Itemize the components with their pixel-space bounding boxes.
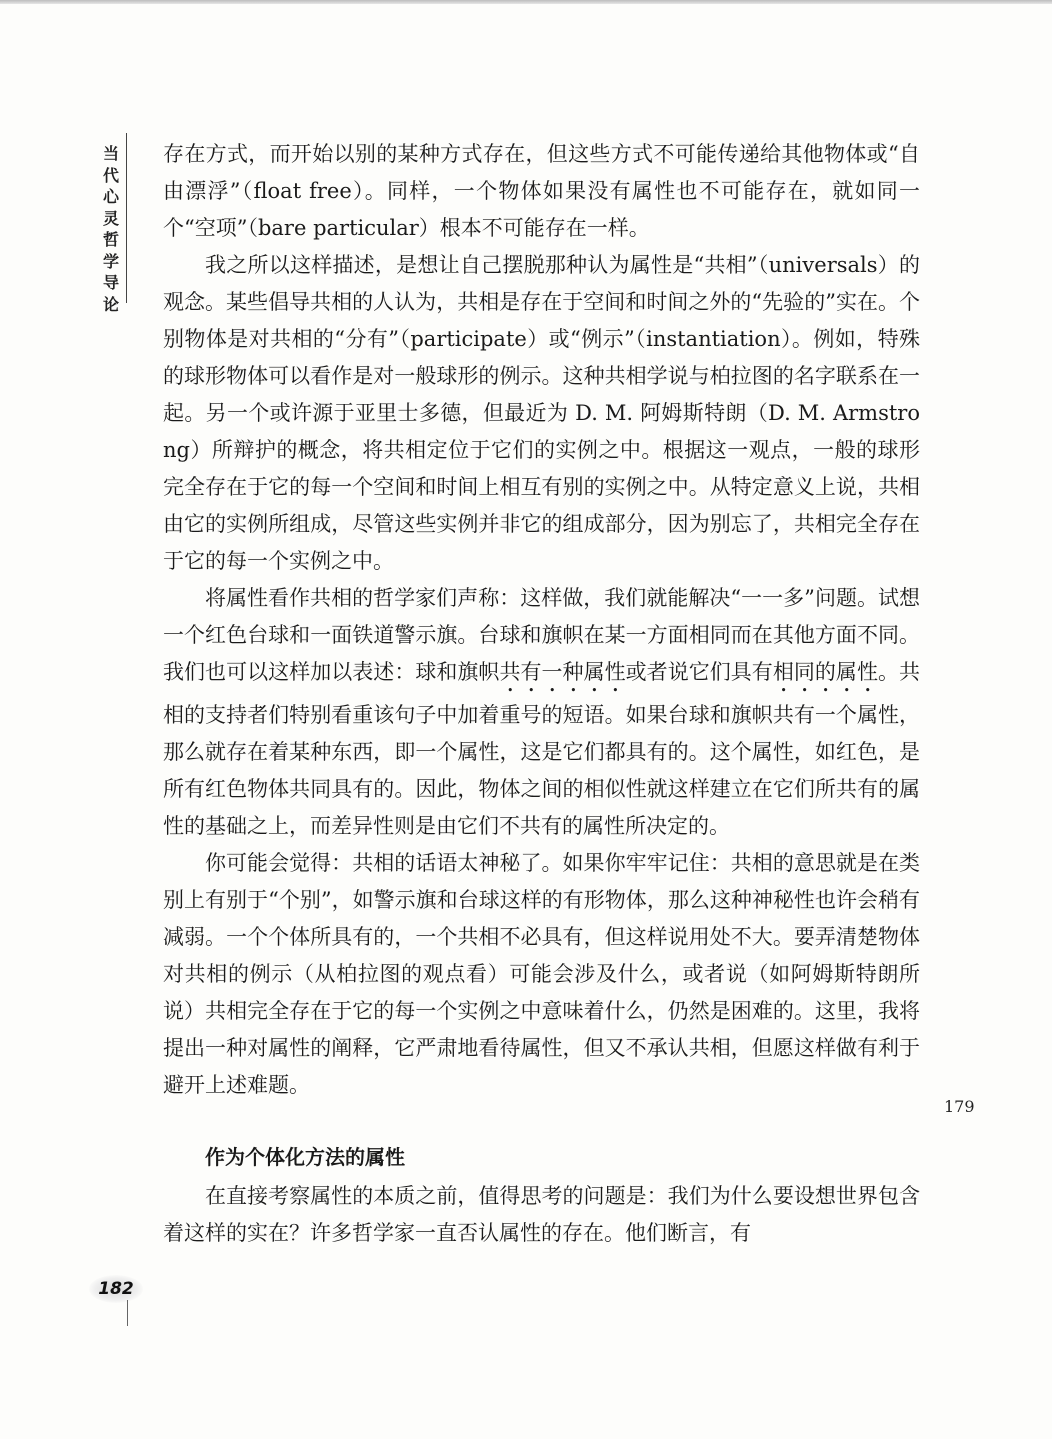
paragraph-2: 我之所以这样描述，是想让自己摆脱那种认为属性是“共相”（universals）的观念。某些倡导共相的人认为，共相是存在于空间和时间之外的“先验的”实在。个别物体是对共相的“分有”（participate）或“例示”（instantiation）。例如，特殊的球形物体可以看作是对一般球形的例示。这种共相学说与柏拉图的名字联系在一起。另一个或许源于亚里士多德，但最近为 D. M. 阿姆斯特朗（D. M. Armstrong）所辩护的概念，将共相定位于它们的实例之中。根据这一观点，一般的球形完全存在于它的每一个空间和时间上相互有别的实例之中。从特定意义上说，共相由它的实例所组成，尽管这些实例并非它的组成部分，因为别忘了，共相完全存在于它的每一个实例之中。 — [163, 253, 920, 573]
emphasized-phrase-1: 共有一种属性 — [499, 660, 626, 684]
section-heading: 作为个体化方法的属性 — [205, 1145, 405, 1169]
top-border — [0, 0, 1052, 4]
paragraph-1: 存在方式，而开始以别的某种方式存在，但这些方式不可能传递给其他物体或“自由漂浮”（float free）。同样，一个物体如果没有属性也不可能存在，就如同一个“空项”（bare particular）根本不可能存在一样。 — [163, 142, 920, 240]
paragraph-4: 你可能会觉得：共相的话语太神秘了。如果你牢牢记住：共相的意思就是在类别上有别于“个别”，如警示旗和台球这样的有形物体，那么这种神秘性也许会稍有减弱。一个个体所具有的，一个共相不必具有，但这样说用处不大。要弄清楚物体对共相的例示（从柏拉图的观点看）可能会涉及什么，或者说（如阿姆斯特朗所说）共相完全存在于它的每一个实例之中意味着什么，仍然是困难的。这里，我将提出一种对属性的阐释，它严肃地看待属性，但又不承认共相，但愿这样做有利于避开上述难题。 — [163, 851, 920, 1097]
main-text — [163, 136, 920, 1252]
page-number-rule — [127, 1300, 128, 1326]
paragraph-5: 在直接考察属性的本质之前，值得思考的问题是：我们为什么要设想世界包含着这样的实在？许多哲学家一直否认属性的存在。他们断言，有 — [163, 1184, 920, 1245]
running-head: 当代心灵哲学导论 — [102, 144, 119, 314]
margin-page-reference: 179 — [944, 1097, 975, 1116]
paragraph-3-text-c: 。共相的支持者们特别看重该句子中加着重号的短语。如果台球和旗帜共有一个属性，那么就存在着某种东西，即一个属性，这是它们都具有的。这个属性，如红色，是所有红色物体共同具有的。因此，物体之间的相似性就这样建立在它们所共有的属性的基础之上，而差异性则是由它们不共有的属性所决定的。 — [163, 660, 921, 838]
page-number: 182 — [89, 1275, 143, 1303]
emphasized-phrase-2: 相同的属性 — [772, 660, 878, 684]
paragraph-3-text-a: 将属性看作共相的哲学家们声称：这样做，我们就能解决“一一多”问题。试想一个红色台球和一面铁道警示旗。台球和旗帜在某一方面相同而在其他方面不同。我们也可以这样加以表述：球和旗帜 — [163, 586, 920, 684]
paragraph-3 — [163, 580, 920, 845]
paragraph-3-text-b: 或者说它们具有 — [625, 660, 773, 684]
running-head-rule — [126, 133, 127, 303]
